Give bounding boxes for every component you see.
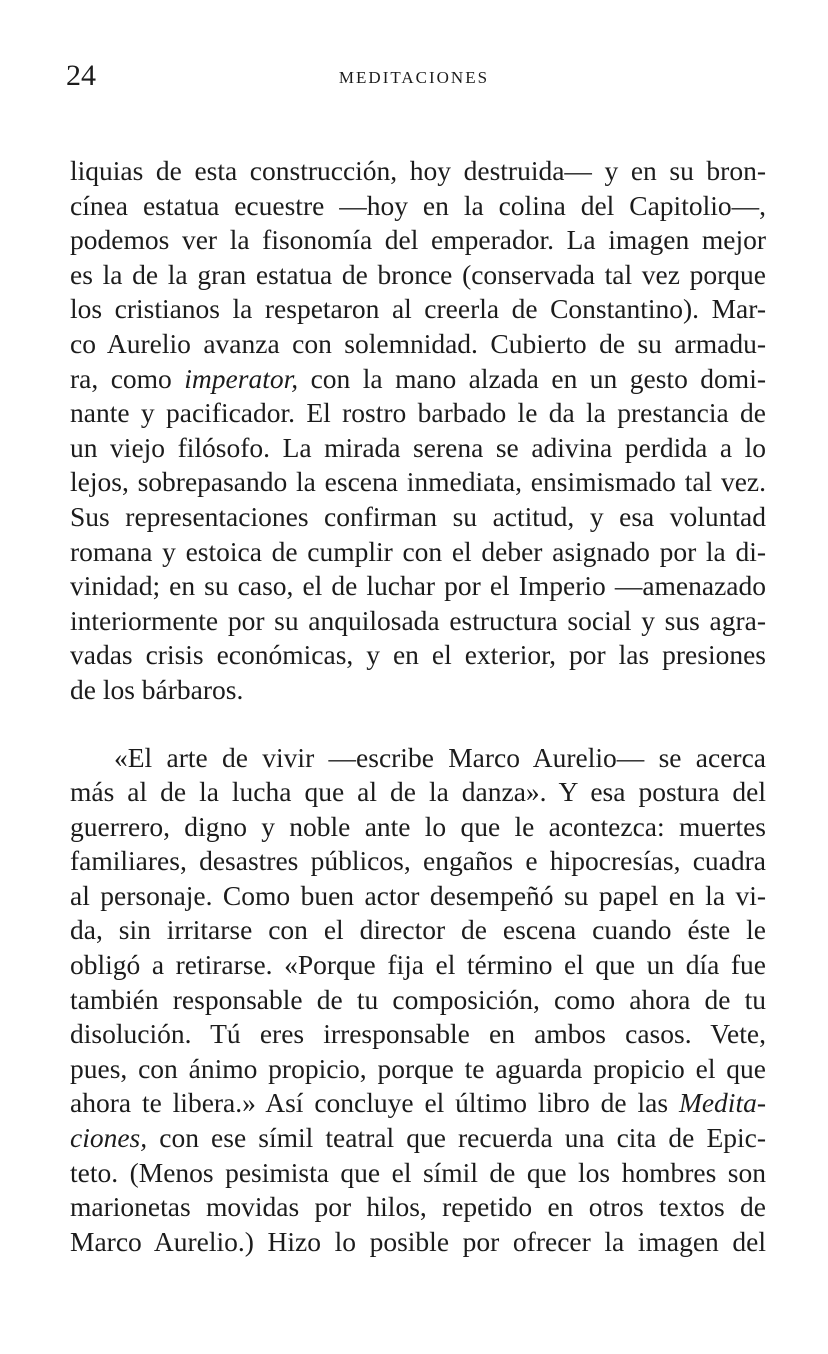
- text-line: familiares, desastres públicos, engaños e hipocresías, cuadra: [70, 845, 766, 877]
- text-line: disolución. Tú eres irresponsable en ambos casos. Vete,: [70, 1018, 766, 1050]
- text-line: vinidad; en su caso, el de luchar por el Imperio —amenazado: [70, 570, 766, 602]
- text-line: obligó a retirarse. «Porque fija el término el que un día fue: [70, 949, 766, 981]
- text-line: guerrero, digno y noble ante lo que le acontezca: muertes: [70, 810, 766, 842]
- text-line: [70, 1086, 766, 1121]
- text-line: «El arte de vivir —escribe Marco Aurelio— se acerca: [114, 741, 766, 773]
- text-line: también responsable de tu composición, como ahora de tu: [70, 983, 766, 1015]
- running-title: MEDITACIONES: [338, 68, 490, 87]
- italic-term: Medita-: [678, 1087, 766, 1119]
- text-line: un viejo filósofo. La mirada serena se adivina perdida a lo: [70, 431, 766, 463]
- text-line: Sus representaciones confirman su actitud, y esa voluntad: [70, 500, 766, 532]
- text-line: interiormente por su anquilosada estructura social y sus agra-: [70, 604, 766, 636]
- text-run: con la mano alzada en un gesto domi-: [298, 362, 766, 394]
- text-line: marionetas movidas por hilos, repetido en otros textos de: [70, 1191, 766, 1223]
- text-line: más al de la lucha que al de la danza». Y esa postura del: [70, 776, 766, 808]
- text-line: co Aurelio avanza con solemnidad. Cubierto de su armadu-: [70, 327, 766, 359]
- text-line: podemos ver la fisonomía del emperador. La imagen mejor: [70, 224, 766, 256]
- text-run: ahora te libera.» Así concluye el último libro de las: [70, 1087, 679, 1119]
- text-line: teto. (Menos pesimista que el símil de que los hombres son: [70, 1156, 766, 1188]
- text-run: con ese símil teatral que recuerda una cita de Epic-: [147, 1122, 766, 1154]
- text-line: pues, con ánimo propicio, porque te aguarda propicio el que: [70, 1052, 766, 1084]
- text-line: los cristianos la respetaron al creerla de Constantino). Mar-: [70, 293, 766, 325]
- paragraph-2: [70, 741, 766, 1260]
- body-text: [70, 154, 766, 1259]
- text-line: da, sin irritarse con el director de escena cuando éste le: [70, 914, 766, 946]
- text-line: [70, 362, 766, 397]
- page-number: 24: [66, 59, 96, 92]
- text-line: cínea estatua ecuestre —hoy en la colina del Capitolio—,: [70, 189, 766, 221]
- text-line: [70, 1121, 766, 1156]
- text-line: es la de la gran estatua de bronce (conservada tal vez porque: [70, 258, 766, 290]
- italic-term: ciones,: [70, 1122, 148, 1154]
- text-line: liquias de esta construcción, hoy destruida— y en su bron-: [70, 155, 766, 186]
- text-line: Marco Aurelio.) Hizo lo posible por ofrecer la imagen del: [70, 1225, 766, 1257]
- text-line: de los bárbaros.: [70, 673, 244, 705]
- text-line: al personaje. Como buen actor desempeñó su papel en la vi-: [70, 879, 766, 911]
- text-line: vadas crisis económicas, y en el exterior, por las presiones: [70, 639, 766, 671]
- text-line: romana y estoica de cumplir con el deber asignado por la di-: [70, 535, 766, 567]
- text-line: lejos, sobrepasando la escena inmediata, ensimismado tal vez.: [70, 466, 766, 498]
- text-line: nante y pacificador. El rostro barbado le da la prestancia de: [70, 397, 766, 429]
- text-run: ra, como: [70, 362, 185, 394]
- italic-term: imperator,: [184, 362, 299, 394]
- paragraph-1: [70, 154, 766, 708]
